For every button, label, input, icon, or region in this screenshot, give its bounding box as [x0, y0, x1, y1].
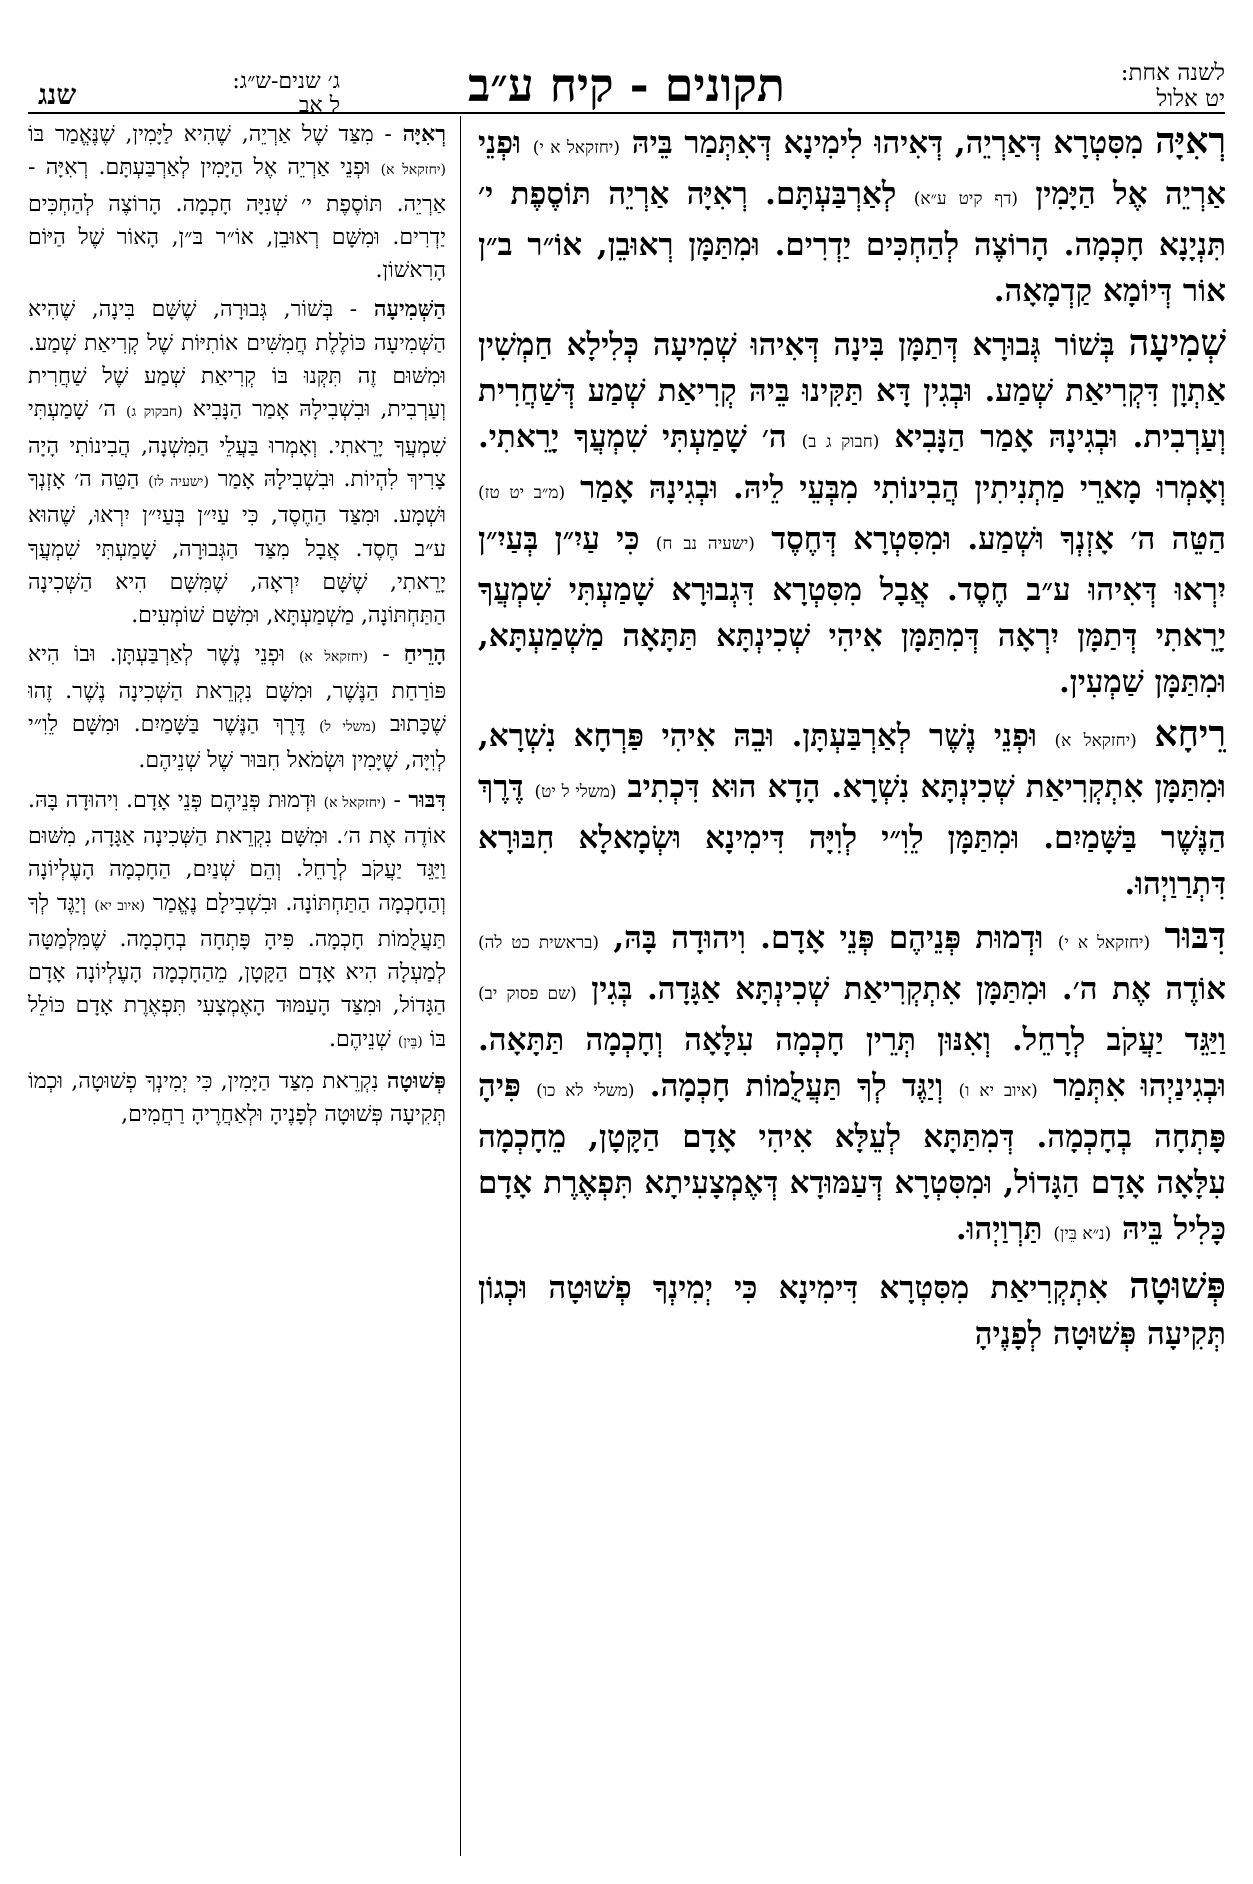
source-reference: (יחזקאל א י)	[532, 138, 620, 158]
main-paragraph	[478, 1263, 1226, 1357]
text-segment: אוֹדֶה אֶת ה׳. וּמִתַּמָּן אִתְקְרִיאַת שְׁכִינְתָּא אַגָּדָה. בְּגִין	[576, 971, 1226, 1007]
page-header	[0, 0, 1253, 119]
source-reference: (חבוק ג ב)	[801, 432, 880, 452]
commentary-paragraph	[28, 1065, 446, 1132]
text-segment: כִּי עַיִ״ן בְּעַיִ״ן יִרְאוּ דְּאִיהוּ ע״ב חֶסֶד. אֲבָל מִסִּטְרָא דִּגְבוּרָא שָׁמַעְתִּי שִׁמְעֲךָ יָרֵאתִי דְּתַמָּן יִרְאָה דְּמִתַּמָּן אִיהִי שְׁכִינְתָּא תַּתָּאָה מַשְׁמַעְתָּא, וּמִתַּמָּן שַׁמְעִין.	[478, 521, 1226, 700]
source-reference: (יחזקאל א)	[298, 649, 369, 666]
commentary-column	[28, 118, 446, 1858]
text-segment: דֶּרֶךְ הַנֶּשֶׁר בַּשָּׁמַיִם. וּמִשָּׁם לֵוִ״י לְוִיָּה, שֶׁיָּמִין וּשְׂמֹאל חִבּוּר שֶׁל שְׁנֵיהֶם.	[28, 712, 446, 774]
text-segment: - מִצַּד שֶׁל אַרְיֵה, שֶׁהִיא לַיָּמִין, שֶׁנֶּאֱמַר בּוֹ	[28, 122, 403, 147]
source-reference: (יחזקאל א י)	[1057, 933, 1151, 953]
text-segment: וּפְנֵי נֶשֶׁר לְאַרְבַּעְתָּן. וּבוֹ הִיא פּוֹרַחַת הַנֶּשֶׁר, וּמִשָּׁם נִקְרֵאת הַשְּׁכִינָה נֶשֶׁר. זֶהוּ שֶׁכָּתוּב	[28, 642, 446, 738]
source-reference: (בראשית כט לה)	[478, 933, 600, 953]
column-divider	[460, 116, 461, 1856]
text-segment: שְׁנֵיהֶם.	[328, 1026, 398, 1052]
commentary-paragraph	[28, 784, 446, 1059]
paragraph-lead-word: הָרֵיחַ	[403, 641, 446, 668]
text-segment: תַּרְוַיְהוּ.	[955, 1211, 1054, 1247]
text-segment: ה׳ שָׁמַעְתִּי שִׁמְעֲךָ יָרֵאתִי. וְאָמְרוּ מָארֵי מַתְנִיתִין הֲבִינוֹתִי מִבְּעֵי לֵיהּ. וּבְגִינָהּ אָמַר	[478, 419, 1226, 506]
text-segment: - בְּשׁוֹר, גְּבוּרָה, שֶׁשָּׁם בִּינָה, שֶׁהִיא הַשְּׁמִיעָה כּוֹלֶלֶת חֲמִשִּׁים אוֹתִיּוֹת שֶׁל קְרִיאַת שְׁמַע. וּמִשּׁוּם זֶה תִּקְּנוּ בּוֹ קְרִיאַת שְׁמַע שֶׁל שַׁחֲרִית וְעַרְבִית, וּבִשְׁבִילָהּ אָמַר הַנָּבִיא	[28, 297, 446, 423]
commentary-paragraph	[28, 293, 446, 632]
text-segment	[1150, 920, 1164, 956]
page-title: תקונים - קיח ע״ב	[468, 58, 785, 112]
paragraph-lead-word: רְאִיָּה	[402, 121, 446, 147]
version-note: (בֵּין)	[397, 1033, 423, 1050]
text-segment: וְיַגֶּד לְךָ תַּעֲלֻמוֹת חָכְמָה. פִּיהָ פָּתְחָה בְחָכְמָה. שֶׁמִּלְּמַטָּה לְמַעְלָה הִיא אָדָם הַקָּטָן, מֵהַחָכְמָה הָעֶלְיוֹנָה אָדָם הַגָּדוֹל, וּמִצַּד הָעַמּוּד הָאֶמְצָעִי תִּפְאֶרֶת אָדָם כּוֹלֵל בּוֹ	[28, 890, 446, 1052]
text-segment: וַיַּגֵּד יַעֲקֹב לְרָחֵל. וְאִנּוּן תְּרֵין חָכְמָה עִלָּאָה וְחָכְמָה תַּתָּאָה. וּבְגִינַיְהוּ אִתְּמַר	[478, 1022, 1226, 1104]
schedule-date-one-year: יט אלול	[1156, 86, 1225, 113]
paragraph-lead-word: שְׁמִיעָה	[1128, 322, 1226, 364]
text-segment: וּפְנֵי אַרְיֵה אֶל הַיָּמִין לְאַרְבַּעְתָּם. רְאִיָּה - אַרְיֵה. תּוֹסֶפֶת י׳ שְׁנִיָּה חָכְמָה. הָרוֹצֶה לְהַחְכִּים יַדְרִים. וּמִשָּׁם רְאוּבֵן, אוֹ״ר בּ״ן, הָאוֹר שֶׁל הַיּוֹם הָרִאשׁוֹן.	[28, 155, 446, 284]
source-reference: (משלי ל)	[319, 719, 377, 736]
text-segment: הַטֵּה ה׳ אָזְנְךָ וּשְׁמָע. וּמִצַּד הַחֶסֶד, כִּי עַיִ״ן בְּעַיִ״ן יִרְאוּ, שֶׁהוּא ע״ב חֶסֶד. אֲבָל מִצַּד הַגְּבוּרָה, שָׁמַעְתִּי שִׁמְעֲךָ יָרֵאתִי, שֶׁשָּׁם יִרְאָה, שֶׁמִּשָּׁם הִיא הַשְּׁכִינָה הַתַּחְתּוֹנָה, מַשְׁמַעְתָּא, וּמִשָּׁם שׁוֹמְעִים.	[28, 466, 446, 629]
text-segment: וּדְמוּת פְּנֵיהֶם פְּנֵי אָדָם. וִיהוּדָה בָּהּ. אוֹדֶה אֶת ה׳. וּמִשָּׁם נִקְרֵאת הַשְּׁכִינָה אַגָּדָה, מִשּׁוּם וַיַּגֵּד יַעֲקֹב לְרָחֵל. וְהֵם שְׁנַיִם, הַחָכְמָה הָעֶלְיוֹנָה וְהַחָכְמָה הַתַּחְתּוֹנָה. וּבִשְׁבִילָם נֶאֱמַר	[28, 787, 446, 916]
text-segment: -	[386, 787, 409, 813]
source-reference: (מ״ב יט טז)	[478, 483, 566, 503]
text-segment: בְּשׁוֹר גְּבוּרָא דְּתַמָּן בִּינָה דְּאִיהוּ שְׁמִיעָה כְּלִילָא חַמְשִׁין אַתְוָן דִּקְרִיאַת שְׁמַע. וּבְגִין דָּא תַּקִּינוּ בֵּיהּ קְרִיאַת שְׁמַע דְּשַׁחֲרִית וְעַרְבִית. וּבְגִינָהּ אָמַר הַנָּבִיא	[478, 327, 1226, 455]
main-text-column	[478, 118, 1226, 1858]
text-segment: וּפְנֵי אַרְיֵה אֶל הַיָּמִין	[478, 125, 1226, 212]
source-reference: (איוב יא ו)	[958, 1081, 1038, 1101]
paragraph-lead-word: דִּבּוּר	[1164, 915, 1226, 957]
source-reference: (חבקוק ג)	[126, 404, 183, 421]
text-segment: נִקְרֵאת מִצַּד הַיָּמִין, כִּי יְמִינְךָ פְשׁוּטָה, וּכְמוֹ תְּקִיעָה פְּשׁוּטָה לְפָנֶיהָ וּלְאַחֲרֶיהָ רַחֲמִים,	[28, 1069, 446, 1128]
version-note: (נ״א בֵּין)	[1053, 1224, 1112, 1244]
paragraph-lead-word: דִּבּוּר	[408, 786, 446, 813]
text-segment: -	[368, 642, 404, 668]
source-reference: (משלי ל יט)	[534, 782, 617, 802]
text-segment: הַטֵּה ה׳ אָזְנְךָ וּשְׁמַע. וּמִסִּטְרָא דְּחֶסֶד	[754, 521, 1226, 557]
source-reference: (משלי לא כו)	[536, 1081, 635, 1101]
paragraph-lead-word: פְּשׁוּטָה	[1129, 1265, 1226, 1307]
source-reference: (איוב יא)	[94, 897, 146, 914]
text-segment: פִּיהָ פָּתְחָה בְחָכְמָה. דְּמִתַּתָּא לְעֵלָּא אִיהִי אָדָם הַקָּטָן, מֵחָכְמָה עִלָּאָה אָדָם הַגָּדוֹל, וּמִסִּטְרָא דְּעַמּוּדָא דְּאֶמְצָעִיתָא תִּפְאֶרֶת אָדָם כָּלִיל בֵּיהּ	[478, 1068, 1226, 1247]
main-paragraph	[478, 711, 1226, 907]
text-segment	[1137, 718, 1155, 754]
text-segment: מִסִּטְרָא דְּאַרְיֵה, דְּאִיהוּ לִימִינָא דְּאִתְּמַר בֵּיהּ	[619, 125, 1156, 161]
paragraph-lead-word: פְּשׁוּטָה	[386, 1068, 446, 1095]
paragraph-lead-word: רְאִיָּה	[1155, 120, 1226, 162]
source-reference: (יחזקאל א)	[380, 162, 446, 179]
text-segment: וּפְנֵי נֶשֶׁר לְאַרְבַּעְתָּן. וּבֵהּ אִיהִי פַּרְחָא נִשְׁרָא, וּמִתַּמָּן אִתְקְרִיאַת שְׁכִינְתָּא נִשְׁרָא. הָדָא הוּא דִּכְתִיב	[478, 718, 1226, 805]
paragraph-lead-word: רֵיחָא	[1154, 713, 1226, 755]
source-reference: (יחזקאל א)	[323, 794, 387, 811]
commentary-paragraph	[28, 118, 446, 287]
main-paragraph	[478, 320, 1226, 705]
text-segment: לְאַרְבַּעְתָּם. רְאִיָּה אַרְיֵה תּוֹסֶפֶת י׳ תִּנְיָנָא חָכְמָה. הָרוֹצֶה לְהַחְכִּים יַדְרִים. וּמִתַּמָּן רְאוּבֵן, אוֹ״ר ב״ן אוֹר דְּיוֹמָא קַדְמָאָה.	[478, 176, 1226, 309]
header-divider	[28, 112, 1225, 114]
main-paragraph	[478, 913, 1226, 1257]
main-paragraph	[478, 118, 1226, 314]
schedule-label-one-year: לשנה אחת:	[1120, 60, 1225, 86]
source-reference: (ישעיה נב ח)	[655, 534, 755, 554]
text-segment: וְיַגֶּד לְךָ תַּעֲלֻמוֹת חָכְמָה.	[634, 1068, 959, 1104]
source-reference: (יחזקאל א)	[1054, 731, 1137, 751]
commentary-paragraph	[28, 638, 446, 777]
page-number: שנג	[38, 78, 77, 111]
schedule-label-three-years: ג׳ שנים-ש״ג:	[232, 69, 340, 94]
text-segment: ה׳ שָׁמַעְתִּי שִׁמְעֲךָ יָרֵאתִי. וְאָמְרוּ בַּעֲלֵי הַמִּשְׁנָה, הֲבִינוֹתִי הָיָה צָרִיךְ לִהְיוֹת. וּבִשְׁבִילָהּ אָמַר	[28, 397, 446, 492]
source-reference: (ישעיה לז)	[148, 473, 209, 490]
paragraph-lead-word: הַשְּׁמִיעָה	[373, 296, 446, 323]
source-reference: (שם פסוק יב)	[478, 984, 577, 1004]
study-schedule-one-year	[1005, 60, 1225, 113]
text-segment: אִתְקְרִיאַת מִסִּטְרָא דִּימִינָא כִּי יְמִינְךָ פְשׁוּטָה וּכְגוֹן תְּקִיעָה פְּשׁוּטָה לְפָנֶיהָ	[478, 1270, 1226, 1352]
text-segment: וּדְמוּת פְּנֵיהֶם פְּנֵי אָדָם. וִיהוּדָה בָּהּ,	[599, 920, 1058, 956]
text-segment: דֶּרֶךְ הַנֶּשֶׁר בַּשָּׁמַיִם. וּמִתַּמָּן לֵוִ״י לְוִיָּה דִּימִינָא וּשְׂמָאלָא חִבּוּרָא דִּתְרַוַיְהוּ.	[478, 769, 1226, 902]
page-reference: (דף קיט ע״א)	[913, 189, 1019, 209]
schedule-date-three-years: ל אב	[298, 93, 340, 119]
